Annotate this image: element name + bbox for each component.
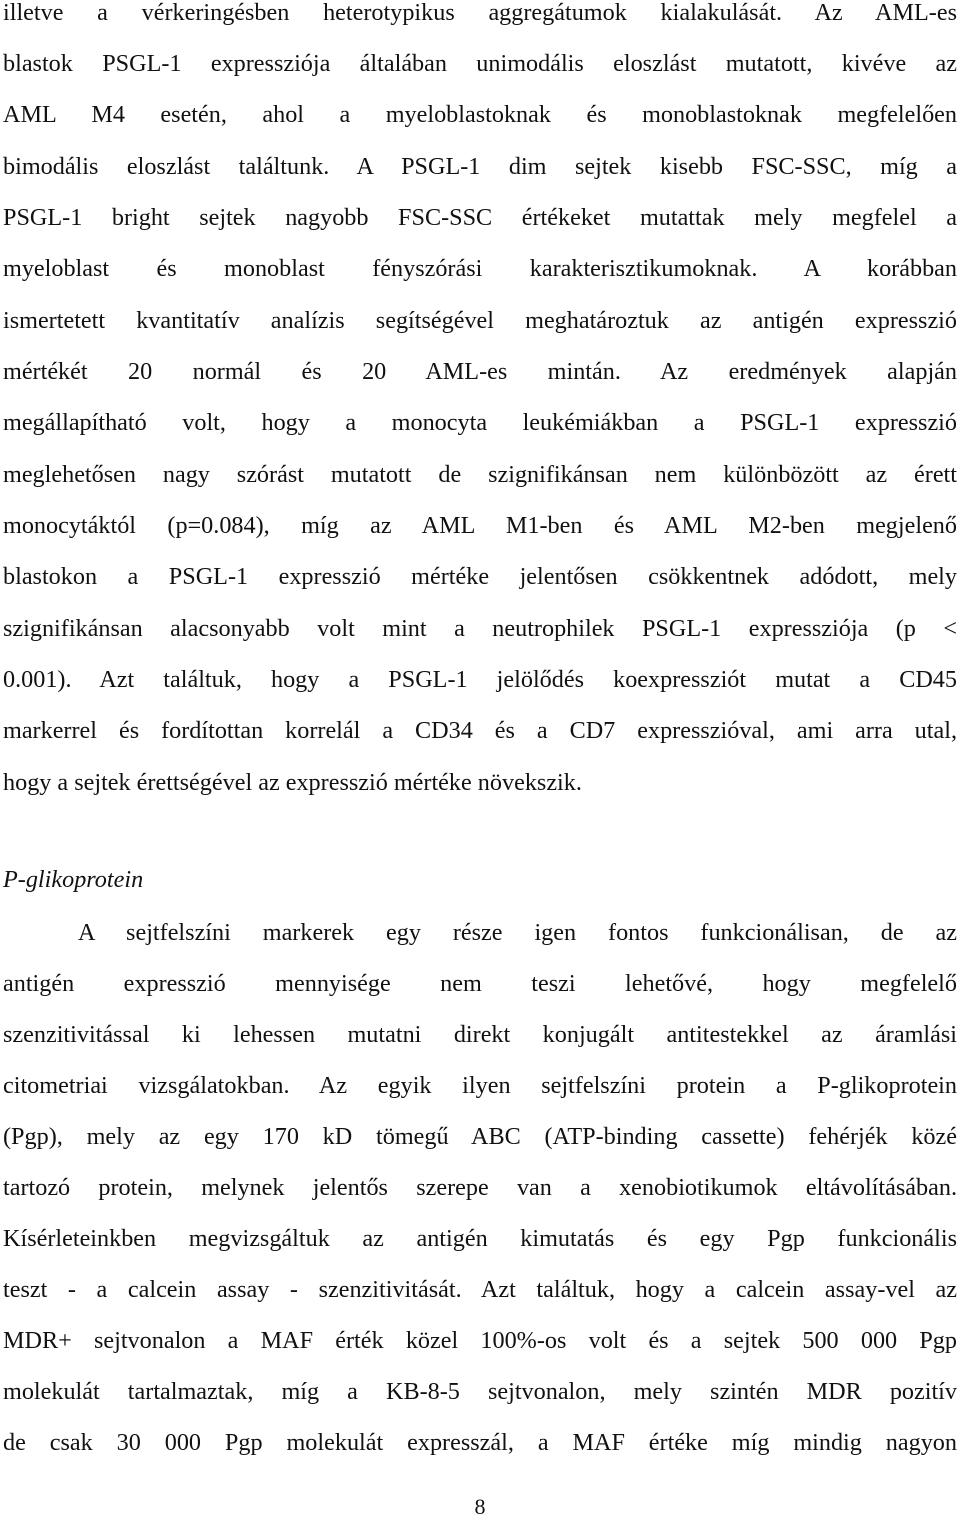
paragraph-line: MDR+ sejtvonalon a MAF érték közel 100%-os volt és a sejtek 500 000 Pgp — [3, 1327, 957, 1354]
paragraph-line: tartozó protein, melynek jelentős szerepe van a xenobiotikumok eltávolításában. — [3, 1174, 957, 1201]
paragraph-line: illetve a vérkeringésben heterotypikus aggregátumok kialakulását. Az AML-es — [3, 0, 957, 26]
paragraph-line: A sejtfelszíni markerek egy része igen fontos funkcionálisan, de az — [78, 919, 957, 946]
paragraph-line: teszt - a calcein assay - szenzitivitását. Azt találtuk, hogy a calcein assay-vel az — [3, 1276, 957, 1303]
paragraph-line: blastokon a PSGL-1 expresszió mértéke jelentősen csökkentnek adódott, mely — [3, 563, 957, 590]
paragraph-line: citometriai vizsgálatokban. Az egyik ilyen sejtfelszíni protein a P-glikoprotein — [3, 1072, 957, 1099]
paragraph-line: meglehetősen nagy szórást mutatott de szignifikánsan nem különbözött az érett — [3, 461, 957, 488]
paragraph-line: megállapítható volt, hogy a monocyta leukémiákban a PSGL-1 expresszió — [3, 409, 957, 436]
page-number: 8 — [474, 1494, 486, 1519]
paragraph-line: monocytáktól (p=0.084), míg az AML M1-ben és AML M2-ben megjelenő — [3, 512, 957, 539]
paragraph-line: AML M4 esetén, ahol a myeloblastoknak és monoblastoknak megfelelően — [3, 101, 957, 128]
paragraph-line: antigén expresszió mennyisége nem teszi lehetővé, hogy megfelelő — [3, 970, 957, 997]
paragraph-line: Kísérleteinkben megvizsgáltuk az antigén kimutatás és egy Pgp funkcionális — [3, 1225, 957, 1252]
paragraph-line: szenzitivitással ki lehessen mutatni direkt konjugált antitestekkel az áramlási — [3, 1021, 957, 1048]
paragraph-line: mértékét 20 normál és 20 AML-es mintán. Az eredmények alapján — [3, 358, 957, 385]
paragraph-line: de csak 30 000 Pgp molekulát expresszál, a MAF értéke míg mindig nagyon — [3, 1429, 957, 1456]
paragraph-line: PSGL-1 bright sejtek nagyobb FSC-SSC értékeket mutattak mely megfelel a — [3, 204, 957, 231]
paragraph-line: szignifikánsan alacsonyabb volt mint a neutrophilek PSGL-1 expressziója (p < — [3, 615, 957, 642]
paragraph-line: markerrel és fordítottan korrelál a CD34 és a CD7 expresszióval, ami arra utal, — [3, 717, 957, 744]
paragraph-line: myeloblast és monoblast fényszórási karakterisztikumoknak. A korábban — [3, 255, 957, 282]
paragraph-line: blastok PSGL-1 expressziója általában unimodális eloszlást mutatott, kivéve az — [3, 50, 957, 77]
paragraph-line: ismertetett kvantitatív analízis segítségével meghatároztuk az antigén expresszió — [3, 307, 957, 334]
paragraph-line: bimodális eloszlást találtunk. A PSGL-1 dim sejtek kisebb FSC-SSC, míg a — [3, 153, 957, 180]
paragraph-line: 0.001). Azt találtuk, hogy a PSGL-1 jelölődés koexpressziót mutat a CD45 — [3, 666, 957, 693]
section-heading: P-glikoprotein — [3, 866, 144, 893]
paragraph-line: molekulát tartalmaztak, míg a KB-8-5 sejtvonalon, mely szintén MDR pozitív — [3, 1378, 957, 1405]
paragraph-line: hogy a sejtek érettségével az expresszió mértéke növekszik. — [3, 769, 582, 796]
paragraph-line: (Pgp), mely az egy 170 kD tömegű ABC (ATP-binding cassette) fehérjék közé — [3, 1123, 957, 1150]
